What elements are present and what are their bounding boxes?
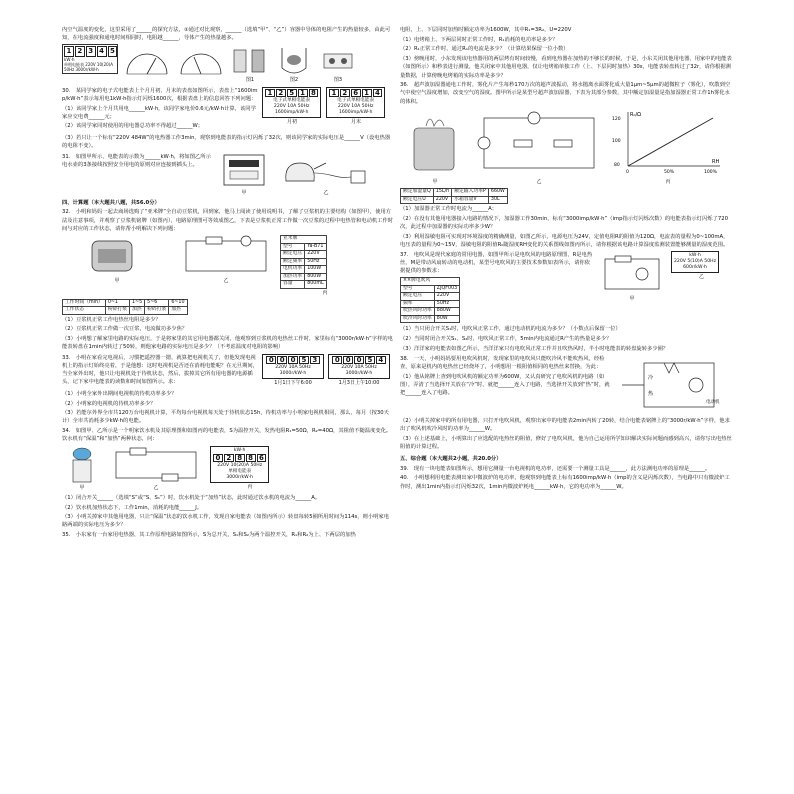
graph-ylabel: R₀/Ω <box>630 111 641 118</box>
humidifier-icon <box>400 108 470 178</box>
section-five-title: 五、综合题（本大题共2小题，共20.0分） <box>400 456 502 463</box>
q33-meter-start: 0 0 0 5 3 220V 10A 50Hz 3000r/kW·h 1月1日下午6:00 <box>262 354 324 387</box>
q33-text: 33. 小明在家看完电视后，习惯把遥控器一摁，就算把电视机关了，但他发现电视机上的指示灯始终亮着，于是他想：这时电视机是否还在消耗电能呢？在元旦期间，当全家外出时，他只让电视机处于待机状态，然后，拔掉其它所有用电器的电源插头，记下家中电能表的读数和时间如图所示。求： <box>62 354 258 386</box>
hairdryer-table: ××牌电吹风 型号 ZJQF003 额定电压 220V 频率 50Hz 吹热风时功率 880W 吹冷风时功率 80W <box>400 277 460 323</box>
q29-tail: 内空气温度的变化，这里采用了______的探究方法，②通过对比观察，______（选填“甲”、“乙”）容器中导体的电阻产生的热量较多，由此可知，在电流强度和通电时间相同时，电阻越______，导体产生的热量越多。 <box>62 27 391 42</box>
graph-line <box>628 118 713 166</box>
xtick: 0 <box>626 169 629 175</box>
q30-3: （3）若只让一个标有“220V 484W”的电热器工作3min，观察到电能表的指示灯闪烁了32次，则该同学家的实际电压是______V（设电热器的电阻不变）。 <box>62 135 391 150</box>
q31-text: 31. 如图甲所示，电能表的示数为______kW·h，将如图乙所示电水壶的3条接线按照安全用电的原则对应连接到插头上。 <box>62 153 211 168</box>
fig3-box: 图3 <box>318 44 358 84</box>
q37-block <box>400 251 732 323</box>
fig31-meter: 甲 <box>216 153 272 197</box>
water-dispenser-icon <box>62 446 102 484</box>
right-column: 电阻，上、下层同时加热时额定功率为1600W，其中R₁=3R₂，U=220V （1）电烤箱上、下两层同时正常工作时，R₁消耗的电功率是多少？ （2）R₁正常工作时，通过R₁的电流是多少？（计算结果保留一位小数） （3）傍晚用时，小东发现该电热器用的两层烤有时间较慢，看到电热器在加热的不够长的时候，于是，小东关闭其他用电器，用家中的电能表（如图所示）和秒表进行测量，他关闭家中其他用电器，仅让电烤箱单独工作（上、下层同时加热）30s，电能表转盘转过了32r，请你根据测量数据，计算傍晚电烤箱的实际功率是多少？ 36. 超声波加湿器通电工作时，雾化片产生每秒170万次的超声波振动，将水抛离水面雾化成大量1μm~5μm的超微粒子（雾化），吹散到空气中使空气湿度增加，改变空气的湿度。图甲所示是某型号超声波加湿器，下表为其部分参数，其中额定加湿量是指加湿器正常工作1h雾化水的体积。 甲 乙 R₀/Ω RH 0 50% 100% 80 100 120 丙 额定加湿量Q 15L/h 额定输入功率P 660W 额定电压U 220V 水箱容量V 30L （1）加湿器正常工作时电流为______A； （2）在没有其他用电器接入电路的情况下，加湿器工作30min，标有“3000imp/kW·h”（imp指示灯闪烁次数）的电能表指示灯闪烁了720次，此过程中加湿器的实际功率多少W？ （3）利用湿敏电阻可实现对环境湿度的精确测量，如图乙所示，电源电压为24V，定值电阻R的阻值为120Ω，电流表的量程为0~100mA，电压表的量程为0~15V，湿敏电阻的阻值R₀随湿度RH变化的关系图线如图丙所示，请你根据该电路计算湿度监测装置能够测量的湿度范围。 37. 电吹风是现代家庭的常用电器，如图甲所示是电吹风的电路原理图，R是电热丝，M是带动风扇转动的电动机，某型号电吹风的主要技术参数如表所示，请你依据提供的参数求： ××牌电吹风 型号 ZJQF003 额定电压 220V 频率 50Hz 吹热风时功率 880W 吹冷风时功率 80W 甲 kW·h 220V 5(10)A 50Hz 600r/kW·h 乙 （1）当只闭合开关S₁时，电吹风正常工作，通过电动机的电流为多少？（小数点后保留一位） （2）当同时闭合开关S₁、S₂时，电吹风正常工作，5min内电流通过R产生的热量是多少？ （3）洋洋家的电能表如图乙所示，当洋洋家只有电吹风正常工作并且吹热风时，半小时电能表的转盘旋转多少圈？ 38. 一天，小明妈妈要用电吹风机时，发现家里的电吹风只能吹冷风不能吹热风，经检查，原来是机内的电热丝已经烧坏了，小明想用一根阻值相同的电热丝来替换，为此： （1）他从铭牌上查到电吹风机的额定功率为600W，又认真研究了电吹风机的电路（如图），弄清了当选择开关放在“冷”时，就把______连入了电路，当选择开关放到“热”时，就把______连入了电路。 冷 热 电动机 （2）小明关掉家中的所有用电器，只打开电吹风机，观察出家中的电能表2min内转了20转，结合电能表铭牌上的“3000r/kW·h”字样，他求出了吹风机吹冷风时的功率为______W。 （3）在上述基础上，小明算出了应选配的电热丝的阻值，修好了电吹风机，他为自己运用所学知识解决实际问题而感到高兴，请你写出电热丝阻值的计算过程。 五、综合题（本大题共2小题，共20.0分） 39. 现有一块电能表如图所示，想用它测量一台电视机的电功率，还需要一个测量工具是______，此方法测电功率的原理是______。 40. 小明想利用电能表测出家中微波炉的电功率，他观察到电能表上标有1600imp/kW·h（imp的含义是闪烁次数），当电路中只有微波炉工作时，测出1min内指示灯闪烁32次，1min内微波炉耗电______kW·h，它的电功率为______W。 <box>400 27 732 490</box>
circuit-diagram <box>176 235 276 277</box>
sensor-circuit <box>474 108 604 178</box>
kettle-icon <box>276 153 376 189</box>
fig36-row <box>400 108 732 186</box>
ytick: 80 <box>614 162 620 168</box>
meter-icon <box>216 153 272 189</box>
fig32-nameplate: 亚米牌 型号 Ya-B71 额定电压 220V 额定频率 50Hz 电机功率 100W 加热功率 800W 容量 800mL 丙 <box>280 235 370 297</box>
u-tube-icon <box>274 44 314 76</box>
fig37-circuit: 甲 <box>597 251 667 303</box>
q30-text: 30. 某同学家的电子式电能表上个月月初、月末的表盘如图所示，表盘上“1600imp/kW·h”表示每用电1kW·h指示灯闪烁1600次，根据表盘上的信息回答下列问题： （1）该同学家上个月共用电______kW·h，该同学家电价0.6元/kW·h计算，该同学家应交电费______元； （2）该同学家同时使用的用电器总功率不得超过______W； <box>62 87 258 130</box>
fig29-row <box>62 44 394 84</box>
fig29-voltmeter-icon <box>176 44 226 84</box>
fig37-meter: kW·h 220V 5(10)A 50Hz 600r/kW·h 乙 <box>671 251 732 281</box>
fig31-kettle: 乙 <box>276 153 376 197</box>
fig32-circuit: 乙 <box>176 235 276 285</box>
q31-block <box>62 153 394 197</box>
fig38-circuit <box>614 355 724 415</box>
fig34-meter: kW·h 0 2 8 8 6 220V 10(20)A 50Hz 单相电能表 3000r/kW·h 丙 <box>210 446 290 491</box>
fig34-dispenser: 甲 <box>62 446 102 492</box>
resistance-humidity-graph <box>608 108 728 178</box>
dryer-switch-circuit <box>614 355 724 415</box>
nameplate-table: 亚米牌 型号 Ya-B71 额定电压 220V 额定频率 50Hz 电机功率 100W 加热功率 800W 容量 800mL <box>280 235 327 289</box>
ytick: 120 <box>612 116 621 122</box>
q30-block <box>62 87 394 133</box>
fig36-graph: R₀/Ω RH 0 50% 100% 80 100 120 丙 <box>608 108 728 186</box>
fig34-circuit: 乙 <box>106 446 206 492</box>
left-column: 内空气温度的变化，这里采用了______的探究方法，②通过对比观察，______（选填“甲”、“乙”）容器中导体的电阻产生的热量较多，由此可知，在电流强度和通电时间相同时，电阻越______，导体产生的热量越多。 1 2 3 4 5 kW·h 单相电能表 220V 10(20)A 50Hz 3000r/kW·h 图1 图2 图3 30. 某同学家的电子式电能表上个月月初、月末的表盘如图所示，表盘上“1600imp/kW·h”表示每用电1kW·h指示灯闪烁1600次，根据表盘上的信息回答下列问题： （1）该同学家上个月共用电______kW·h，该同学家电价0.6元/kW·h计算，该同学家应交电费______元； （2）该同学家同时使用的用电器总功率不得超过______W； 1 2 5 1 8 电子式单相电能表 220V 10A 50Hz 1600imp/kW·h 月初 1 2 6 1 4 电子式单相电能表 220V 10A 50Hz 1600imp/kW·h 月末 （3）若只让一个标有“220V 484W”的电热器工作3min，观察到电能表的指示灯闪烁了32次，则该同学家的实际电压是______V（设电热器的电阻不变）。 31. 如图甲所示，电能表的示数为______kW·h，将如图乙所示电水壶的3条接线按照安全用电的原则对应连接到插头上。 甲 乙 四、计算题（本大题共八题，共56.0分） 32. 小明和妈妈一起去商场选购了“亚米牌”全自动豆浆机，回到家，他马上阅读了使用说明书，了解了豆浆机的主要结构（如图甲），使用方法及注意事项，并观察了豆浆机铭牌（如图丙），电路原理图可等效成图乙，下表是豆浆机正常工作做一次豆浆的过程中电热管和电动机工作时间与对应的工作状态，请你帮小明解决下列问题： 甲 乙 亚米牌 型号 Ya-B71 额定电压 220V 额定频率 50Hz 电机功率 100W 加热功率 800W 容量 800mL 丙 工作时间（min） 0~1 1~5 5~6 6~10 工作状态 粉碎打浆 加热 粉碎打浆 加热 （1）豆浆机正常工作电热丝电阻是多少？ （2）豆浆机正常工作做一次豆浆，电流做功多少焦？ （3）小明想了解家里电路的实际电压，于是将家里的其它用电器都关闭，他观察到豆浆机的电热丝工作时，家里标有“3000r/kW·h”字样的电能表转盘在1min内转过了50转，则他家电路的实际电压是多少？（不考虑温度对电阻的影响） 33. 小明在家看完电视后，习惯把遥控器一摁，就算把电视机关了，但他发现电视机上的指示灯始终亮着，于是他想：这时电视机是否还在消耗电能呢？在元旦期间，当全家外出时，他只让电视机处于待机状态，然后，拔掉其它所有用电器的电源插头，记下家中电能表的读数和时间如图所示。求： 0 0 0 5 3 220V 10A 50Hz 3000r/kW·h 1月1日下午6:00 0 0 0 5 4 220V 10A 50Hz 3000r/kW·h 1月3日上午10:00 （1）小明全家外出期间电视机的待机功率多少？ （2）小明家的电视机的待机功率多少？ （3）若能尔外界全市共120万台电视机计算，平均每台电视机每天处于待机状态15h，待机功率与小明家电视机相同，那么，每月（按30天计）全市共消耗多少kW·h的电能。 34. 如图甲、乙所示是一个明家饮水机及其原理图和如图丙的电能表，S为温控开关，发热电阻R₁=50Ω，R₂=40Ω，其阻值不随温度变化。饮水机有“保温”和“加热”两种状态，问： 甲 乙 kW·h 0 2 8 8 6 220V 10(20)A 50Hz 单相电能表 3000r/kW·h 丙 （1）闭合开关______（选填“S”或“S、S₁”）时，饮水机处于“加热”状态，此时通过饮水机的电流为______A。 （2）饮水机加热状态下，工作1min，消耗的电能______J。 （3）小明关掉家中其他用电器，只让“保温”状态的饮水机工作，发现自家电能表（如图丙所示）转盘每转5圈所用时间为114s，则小明家电路两端的实际电压为多少？ 35. 小东家有一台家用电热器，其工作原理电路如图所示，S为总开关，S₁和S₂为两个温控开关，R₁和R₂为上、下两层的加热 <box>62 27 394 539</box>
fig1-box: 图1 <box>230 44 270 84</box>
q30-meter-end: 1 2 6 1 4 电子式单相电能表 220V 10A 50Hz 1600imp/kW·h 月末 <box>326 87 386 126</box>
fig2-box: 图2 <box>274 44 314 84</box>
fig36-circuit: 乙 <box>474 108 604 186</box>
q30-meter-start: 1 2 5 1 8 电子式单相电能表 220V 10A 50Hz 1600imp/kW·h 月初 <box>262 87 322 126</box>
cold-label: 冷 <box>648 374 654 381</box>
fig32-row <box>62 235 394 297</box>
params36-table: 额定加湿量Q 15L/h 额定输入功率P 660W 额定电压U 220V 水箱容量V 30L <box>400 188 508 204</box>
fig34-row <box>62 446 394 492</box>
q38-text: 38. 一天，小明妈妈要用电吹风机时，发现家里的电吹风只能吹冷风不能吹热风，经检查，原来是机内的电热丝已经烧坏了，小明想用一根阻值相同的电热丝来替换，为此： （1）他从铭牌上查到电吹风机的额定功率为600W，又认真研究了电吹风机的电路（如图），弄清了当选择开关放在“冷”时，就把______连入了电路，当选择开关放到“热”时，就把______连入了电路。 <box>400 355 610 397</box>
ytick: 100 <box>612 138 621 144</box>
xtick: 100% <box>704 169 717 175</box>
hairdryer-circuit <box>597 251 667 295</box>
q37-text: 37. 电吹风是现代家庭的常用电器，如图甲所示是电吹风的电路原理图，R是电热丝，M是带动风扇转动的电动机，某型号电吹风的主要技术参数如表所示，请你依据提供的参数求： ××牌电吹风 型号 ZJQF003 额定电压 220V 频率 50Hz 吹热风时功率 880W 吹冷风时功率 80W <box>400 251 593 323</box>
q38-block <box>400 355 732 415</box>
fig29-digits: 1 2 3 4 5 <box>64 46 117 56</box>
fig29-ammeter-icon <box>122 44 172 84</box>
graph-xlabel: RH <box>712 158 720 165</box>
xtick: 50% <box>664 169 675 175</box>
q33-block <box>62 354 394 388</box>
fig36-humidifier: 甲 <box>400 108 470 186</box>
q32-text: 32. 小明和妈妈一起去商场选购了“亚米牌”全自动豆浆机，回到家，他马上阅读了使用说明书，了解了豆浆机的主要结构（如图甲），使用方法及注意事项，并观察了豆浆机铭牌（如图丙），电路原理图可等效成图乙，下表是豆浆机正常工作做一次豆浆的过程中电热管和电动机工作时间与对应的工作状态，请你帮小明解决下列问题： <box>62 209 394 232</box>
fig29-meter: 1 2 3 4 5 kW·h 单相电能表 220V 10(20)A 50Hz 3000r/kW·h <box>62 44 118 73</box>
fig32-machine: 甲 <box>62 235 172 285</box>
container-icon <box>230 44 270 76</box>
hot-label: 热 <box>648 390 654 397</box>
dispenser-circuit <box>106 446 206 484</box>
coil-icon <box>318 44 358 76</box>
q33-meter-end: 0 0 0 5 4 220V 10A 50Hz 3000r/kW·h 1月3日上午10:00 <box>328 354 390 387</box>
soymilk-machine-icon <box>62 235 172 277</box>
table32: 工作时间（min） 0~1 1~5 5~6 6~10 工作状态 粉碎打浆 加热 粉碎打浆 加热 <box>62 299 188 315</box>
section-four-title: 四、计算题（本大题共八题，共56.0分） <box>62 199 160 206</box>
motor-label: 电动机 <box>706 399 720 405</box>
